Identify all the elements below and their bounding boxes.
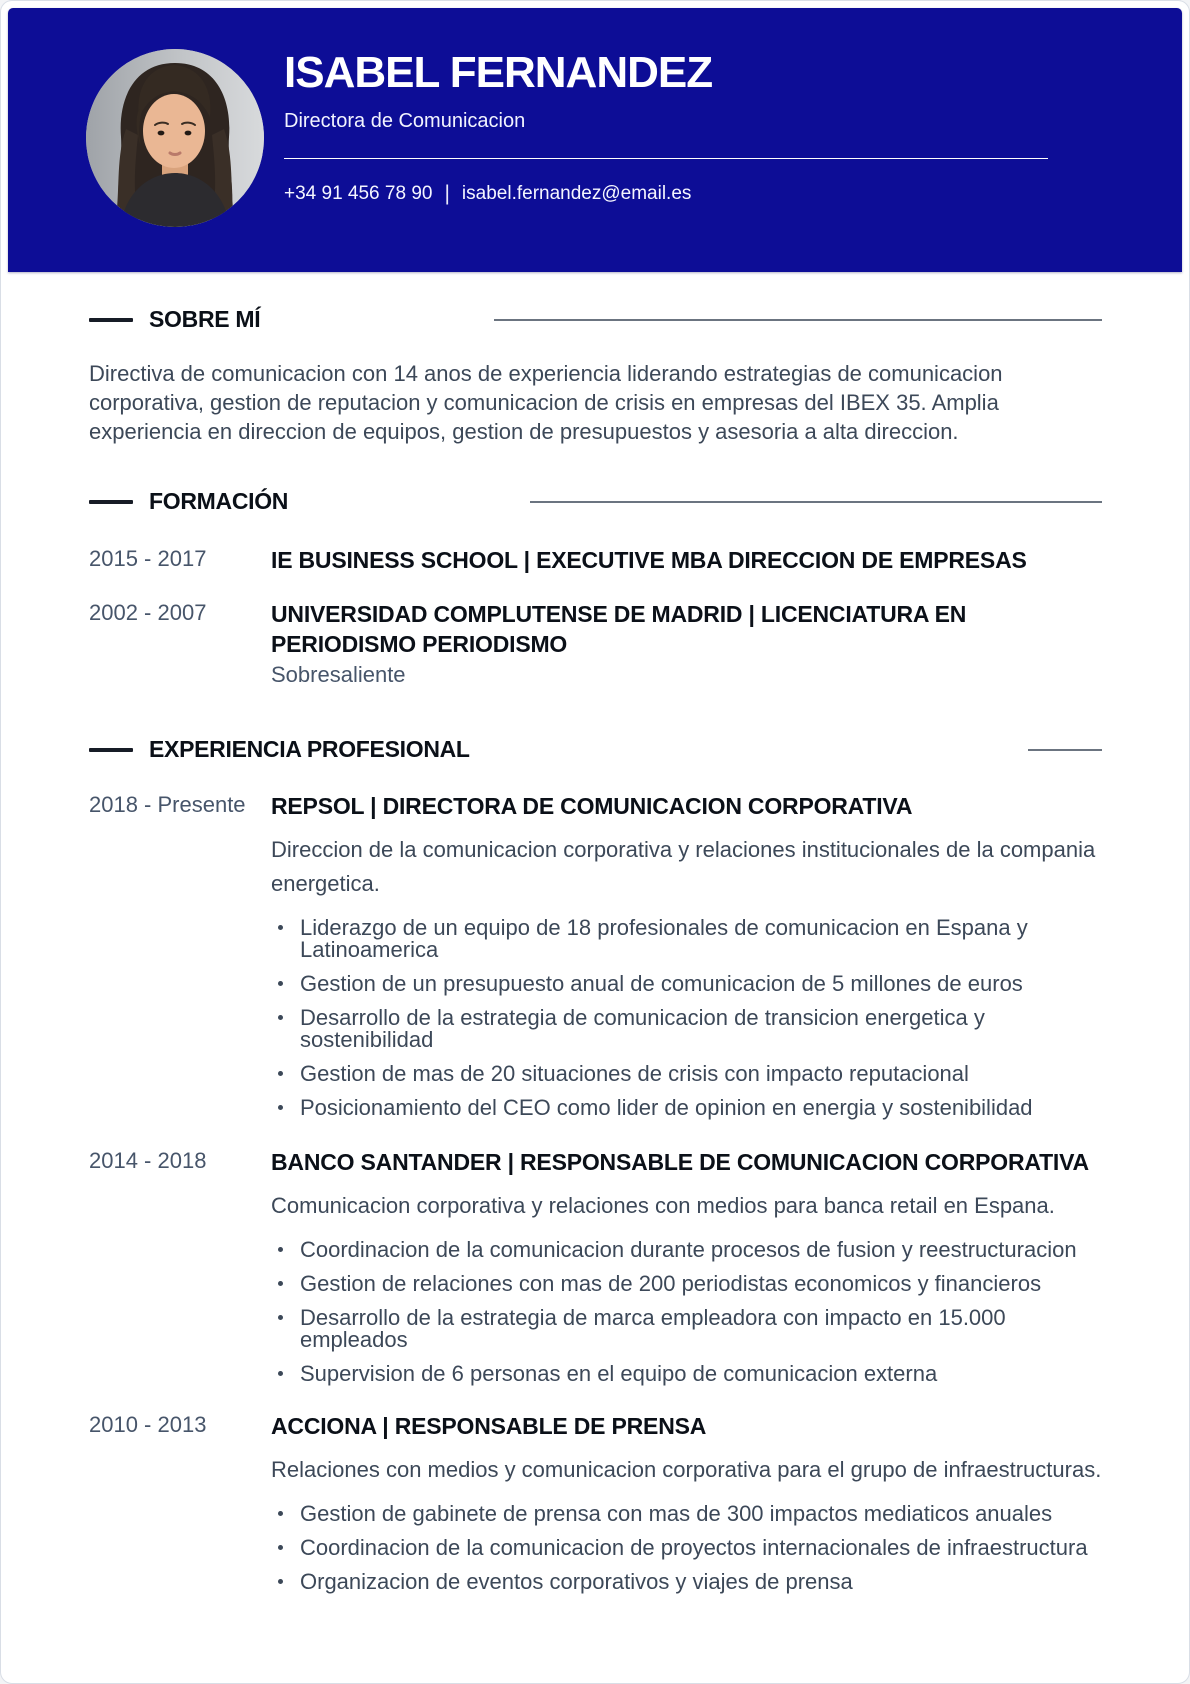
section-title-education: FORMACIÓN (149, 488, 289, 514)
bullet-item: Supervision de 6 personas en el equipo de comunicacion externa (271, 1363, 1102, 1385)
section-about-header (89, 306, 1102, 333)
resume-body (8, 306, 1182, 1593)
bullet-item: Coordinacion de la comunicacion durante procesos de fusion y reestructuracion (271, 1239, 1102, 1261)
section-experience-header (89, 736, 1102, 763)
experience-bullets (271, 1239, 1102, 1385)
header-divider (284, 158, 1048, 159)
about-paragraph: Directiva de comunicacion con 14 anos de experiencia liderando estrategias de comunicacion corporativa, gestion de reputacion y comunicacion de crisis en empresas del IBEX 35. Amplia experiencia en direccion de equipos, gestion de presupuestos y asesoria a alta direccion. (89, 361, 1003, 444)
contact-separator: | (444, 182, 450, 206)
experience-description: Direccion de la comunicacion corporativa y relaciones institucionales de la compania energetica. (271, 837, 1096, 896)
section-education (89, 488, 1102, 688)
experience-entry (89, 791, 1102, 1119)
bullet-item: Gestion de gabinete de prensa con mas de 300 impactos mediaticos anuales (271, 1503, 1102, 1525)
resume-header (8, 8, 1182, 272)
bullet-item: Gestion de relaciones con mas de 200 periodistas economicos y financieros (271, 1273, 1102, 1295)
bullet-item: Desarrollo de la estrategia de marca empleadora con impacto en 15.000 empleados (271, 1307, 1102, 1351)
experience-dates: 2014 - 2018 (89, 1148, 207, 1173)
education-title: IE BUSINESS SCHOOL | EXECUTIVE MBA DIRECCION DE EMPRESAS (271, 547, 1027, 573)
experience-bullets (271, 1503, 1102, 1593)
education-entry (89, 599, 1102, 688)
bullet-item: Desarrollo de la estrategia de comunicacion de transicion energetica y sostenibilidad (271, 1007, 1102, 1051)
section-rule (1028, 749, 1102, 751)
experience-description: Relaciones con medios y comunicacion corporativa para el grupo de infraestructuras. (271, 1457, 1102, 1482)
section-dash (89, 748, 133, 752)
experience-description: Comunicacion corporativa y relaciones con medios para banca retail en Espana. (271, 1193, 1055, 1218)
section-dash (89, 500, 133, 504)
email-address: isabel.fernandez@email.es (461, 183, 692, 205)
bullet-item: Gestion de un presupuesto anual de comunicacion de 5 millones de euros (271, 973, 1102, 995)
experience-entry (89, 1411, 1102, 1593)
experience-detail (271, 791, 1102, 1119)
section-title-about: SOBRE MÍ (149, 306, 261, 332)
experience-dates: 2018 - Presente (89, 792, 246, 817)
portrait-illustration (86, 49, 264, 227)
education-dates: 2002 - 2007 (89, 600, 207, 625)
experience-detail (271, 1411, 1102, 1593)
experience-title: REPSOL | DIRECTORA DE COMUNICACION CORPORATIVA (271, 793, 913, 819)
contact-row (284, 182, 1048, 206)
section-education-header (89, 488, 1102, 515)
bullet-item: Coordinacion de la comunicacion de proyectos internacionales de infraestructura (271, 1537, 1102, 1559)
section-title-experience: EXPERIENCIA PROFESIONAL (149, 736, 470, 762)
experience-detail (271, 1147, 1102, 1385)
profile-photo (86, 49, 264, 227)
job-title: Directora de Comunicacion (284, 110, 526, 133)
bullet-item: Gestion de mas de 20 situaciones de crisis con impacto reputacional (271, 1063, 1102, 1085)
experience-title: BANCO SANTANDER | RESPONSABLE DE COMUNICACION CORPORATIVA (271, 1149, 1089, 1175)
section-rule (530, 501, 1102, 503)
bullet-item: Organizacion de eventos corporativos y viajes de prensa (271, 1571, 1102, 1593)
section-dash (89, 318, 133, 322)
education-grade: Sobresaliente (271, 662, 406, 687)
education-detail (271, 545, 1102, 575)
education-entry (89, 545, 1102, 575)
section-experience (89, 736, 1102, 1593)
education-title: UNIVERSIDAD COMPLUTENSE DE MADRID | LICENCIATURA EN PERIODISMO PERIODISMO (271, 601, 967, 657)
section-rule (494, 319, 1102, 321)
bullet-item: Posicionamiento del CEO como lider de opinion en energia y sostenibilidad (271, 1097, 1102, 1119)
candidate-name: ISABEL FERNANDEZ (284, 48, 713, 97)
experience-bullets (271, 917, 1102, 1119)
education-detail (271, 599, 1102, 688)
experience-dates: 2010 - 2013 (89, 1412, 207, 1437)
bullet-item: Liderazgo de un equipo de 18 profesionales de comunicacion en Espana y Latinoamerica (271, 917, 1102, 961)
phone-number: +34 91 456 78 90 (284, 183, 433, 205)
experience-title: ACCIONA | RESPONSABLE DE PRENSA (271, 1413, 707, 1439)
experience-entry (89, 1147, 1102, 1385)
section-about (89, 306, 1102, 446)
education-dates: 2015 - 2017 (89, 546, 207, 571)
